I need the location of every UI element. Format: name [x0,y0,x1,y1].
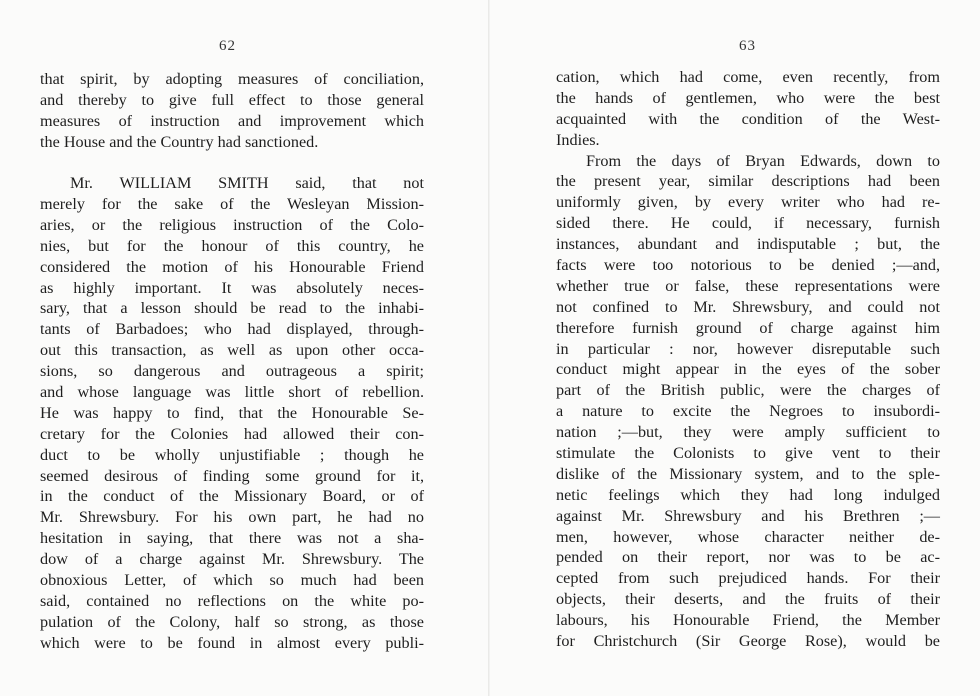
text-line: Indies. [556,130,600,149]
text-line: whether true or false, these representations were [556,276,940,295]
text-line: not confined to Mr. Shrewsbury, and could not [556,297,940,316]
text-line: acquainted with the condition of the West- [556,109,940,128]
paragraph [556,151,940,652]
text-line: the hands of gentlemen, who were the best [556,88,940,107]
text-line: dow of a charge against Mr. Shrewsbury. The [40,550,424,569]
text-line: cepted from such prejudiced hands. For their [556,569,940,588]
paragraph [556,67,940,151]
text-line: which were to be found in almost every publi- [40,633,424,652]
right-page [490,0,980,696]
text-line: sary, that a lesson should be read to the inhabi- [40,299,424,318]
text-line: From the days of Bryan Edwards, down to [586,151,940,170]
text-line: in the conduct of the Missionary Board, or of [40,487,424,506]
text-line: Mr. WILLIAM SMITH said, that not [70,174,424,193]
paragraph [40,69,424,153]
text-line: cation, which had come, even recently, from [556,68,940,86]
text-line: duct to be wholly unjustifiable ; though he [40,445,424,464]
page-number: 62 [219,38,236,54]
text-line: a nature to excite the Negroes to insubordi- [556,402,940,421]
text-line: merely for the sake of the Wesleyan Mission- [40,194,424,213]
text-column [40,69,424,654]
text-line: obnoxious Letter, of which so much had been [40,570,424,589]
text-line: seemed desirous of finding some ground for it, [40,466,424,485]
text-line: said, contained no reflections on the white po- [40,591,424,610]
text-line: uniformly given, by every writer who had re- [556,193,940,212]
text-column [556,67,940,652]
text-line: the House and the Country had sanctioned. [40,132,319,151]
text-line: nies, but for the honour of this country, he [40,236,424,255]
text-line: conduct might appear in the eyes of the sober [556,360,940,379]
left-page [0,0,488,696]
text-line: and whose language was little short of rebellion. [40,382,424,401]
paragraph-gap [40,153,424,174]
text-line: out this transaction, as well as upon other occa- [40,341,424,360]
text-line: facts were too notorious to be denied ;—and, [556,256,940,275]
text-line: the present year, similar descriptions had been [556,172,940,191]
text-line: dislike of the Missionary system, and to the sple- [556,464,940,483]
text-line: therefore furnish ground of charge against him [556,318,940,337]
text-line: labours, his Honourable Friend, the Member [556,611,940,630]
text-line: that spirit, by adopting measures of conciliation, [40,70,424,88]
text-line: sided there. He could, if necessary, furnish [556,214,940,233]
text-line: objects, their deserts, and the fruits of their [556,590,940,609]
text-line: and thereby to give full effect to those general [40,90,424,109]
text-line: instances, abundant and indisputable ; but, the [556,235,940,254]
text-line: stimulate the Colonists to give vent to their [556,444,940,463]
text-line: tants of Barbadoes; who had displayed, through- [40,320,424,339]
text-line: considered the motion of his Honourable Friend [40,257,424,276]
text-line: measures of instruction and improvement which [40,111,424,130]
text-line: as highly important. It was absolutely neces- [40,278,424,297]
text-line: pended on their report, nor was to be ac- [556,548,940,567]
text-line: part of the British public, were the charges of [556,381,940,400]
text-line: hesitation in saying, that there was not a sha- [40,529,424,548]
text-line: cretary for the Colonies had allowed their con- [40,424,424,443]
text-line: He was happy to find, that the Honourable Se- [40,403,424,422]
text-line: men, however, whose character neither de- [556,527,940,546]
page-number: 63 [739,38,756,54]
text-line: aries, or the religious instruction of the Colo- [40,215,424,234]
text-line: against Mr. Shrewsbury and his Brethren ;— [556,506,940,525]
text-line: for Christchurch (Sir George Rose), would be [556,632,940,651]
text-line: netic feelings which they had long indulged [556,485,940,504]
text-line: nation ;—but, they were amply sufficient to [556,423,940,442]
text-line: in particular : nor, however disreputable such [556,339,940,358]
text-line: pulation of the Colony, half so strong, as those [40,612,424,631]
paragraph [40,173,424,653]
text-line: Mr. Shrewsbury. For his own part, he had no [40,508,424,527]
text-line: sions, so dangerous and outrageous a spirit; [40,362,424,381]
